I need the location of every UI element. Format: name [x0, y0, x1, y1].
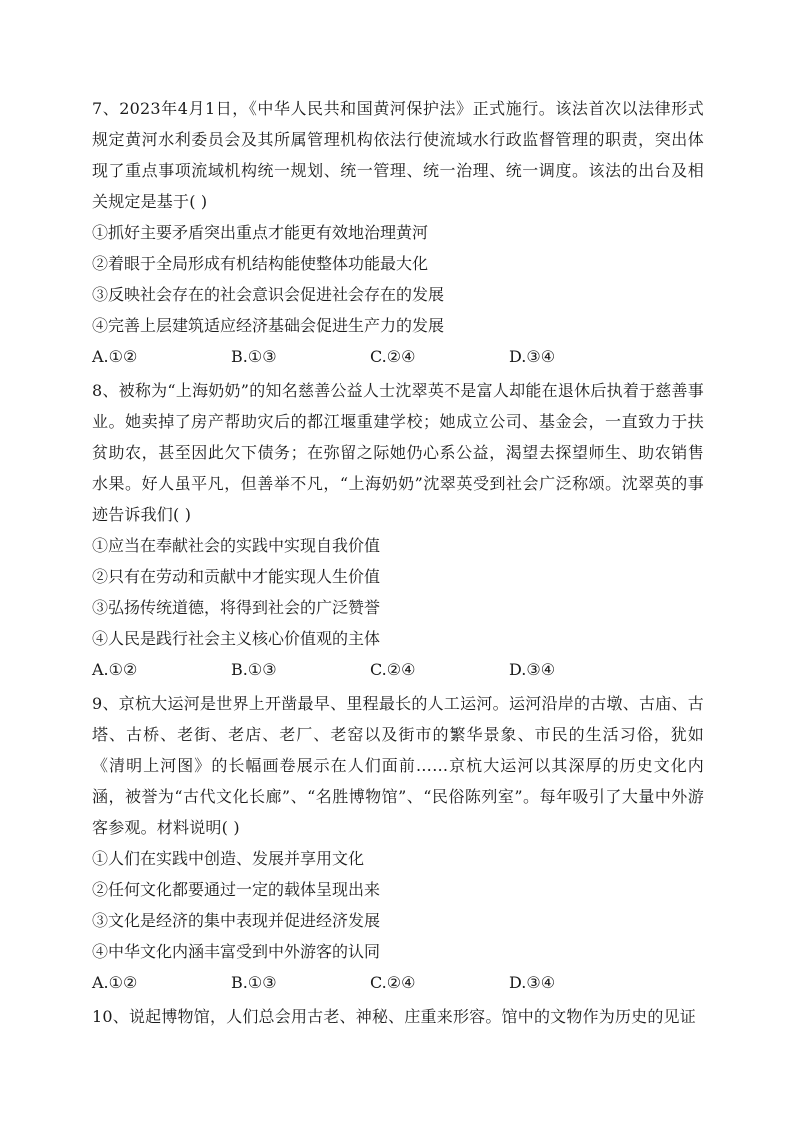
choice-c: C.②④	[370, 347, 416, 366]
statement: ④人民是践行社会主义核心价值观的主体	[92, 629, 381, 648]
question-stem: 8、被称为“上海奶奶”的知名慈善公益人士沈翠英不是富人却能在退休后执着于慈善事业。她卖掉了房产帮助灾后的都江堰重建学校；她成立公司、基金会，一直致力于扶贫助农，甚至因此欠下债务；在弥留之际她仍心系公益，渴望去探望师生、助农销售水果。好人虽平凡，但善举不凡，“上海奶奶”沈翠英受到社会广泛称颂。沈翠英的事迹告诉我们( )	[92, 381, 704, 524]
answer-choices	[92, 654, 704, 685]
statement: ②任何文化都要通过一定的载体呈现出来	[92, 880, 381, 899]
exam-page	[92, 93, 704, 1032]
statement: ①人们在实践中创造、发展并享用文化	[92, 849, 365, 868]
choice-d: D.③④	[509, 347, 556, 366]
choice-d: D.③④	[509, 660, 556, 679]
choice-d: D.③④	[509, 973, 556, 992]
question-stem: 9、京杭大运河是世界上开凿最早、里程最长的人工运河。运河沿岸的古墩、古庙、古塔、古桥、老街、老店、老厂、老窑以及街市的繁华景象、市民的生活习俗，犹如《清明上河图》的长幅画卷展示在人们面前……京杭大运河以其深厚的历史文化内涵，被誉为“古代文化长廊”、“名胜博物馆”、“民俗陈列室”。每年吸引了大量中外游客参观。材料说明( )	[92, 694, 704, 837]
answer-choices	[92, 967, 704, 998]
choice-c: C.②④	[370, 660, 416, 679]
statement: ③文化是经济的集中表现并促进经济发展	[92, 911, 381, 930]
choice-b: B.①③	[231, 660, 277, 679]
choice-a: A.①②	[92, 973, 138, 992]
statement: ③弘扬传统道德，将得到社会的广泛赞誉	[92, 598, 381, 617]
choice-c: C.②④	[370, 973, 416, 992]
choice-b: B.①③	[231, 973, 277, 992]
statement: ②只有在劳动和贡献中才能实现人生价值	[92, 567, 381, 586]
statement: ①应当在奉献社会的实践中实现自我价值	[92, 536, 381, 555]
question-7	[92, 93, 704, 372]
statement: ③反映社会存在的社会意识会促进社会存在的发展	[92, 285, 445, 304]
question-9	[92, 688, 704, 998]
question-8	[92, 375, 704, 685]
statement: ④完善上层建筑适应经济基础会促进生产力的发展	[92, 316, 445, 335]
statement: ②着眼于全局形成有机结构能使整体功能最大化	[92, 254, 429, 273]
answer-choices	[92, 341, 704, 372]
question-stem: 10、说起博物馆，人们总会用古老、神秘、庄重来形容。馆中的文物作为历史的见证	[92, 1007, 696, 1026]
choice-a: A.①②	[92, 347, 138, 366]
statement: ④中华文化内涵丰富受到中外游客的认同	[92, 942, 381, 961]
question-stem: 7、2023年4月1日，《中华人民共和国黄河保护法》正式施行。该法首次以法律形式规定黄河水利委员会及其所属管理机构依法行使流域水行政监督管理的职责，突出体现了重点事项流域机构统一规划、统一管理、统一治理、统一调度。该法的出台及相关规定是基于( )	[92, 99, 704, 211]
statement: ①抓好主要矛盾突出重点才能更有效地治理黄河	[92, 223, 429, 242]
question-10	[92, 1001, 704, 1032]
choice-a: A.①②	[92, 660, 138, 679]
choice-b: B.①③	[231, 347, 277, 366]
